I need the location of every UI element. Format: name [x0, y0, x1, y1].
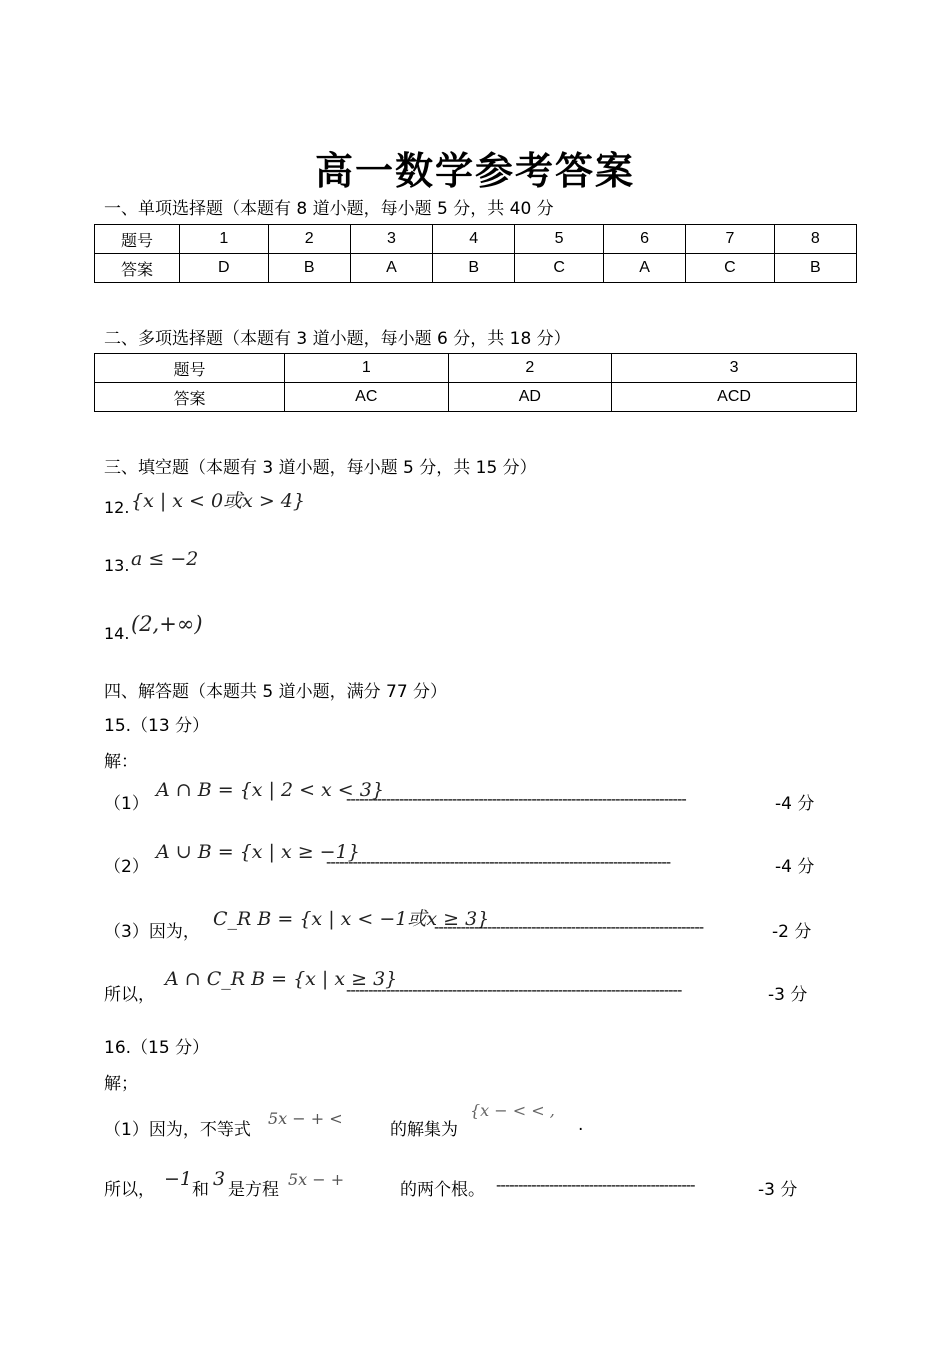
table-cell: 2: [268, 225, 350, 254]
table-cell: B: [774, 254, 856, 283]
section3-heading: 三、填空题（本题有 3 道小题，每小题 5 分，共 15 分）: [104, 458, 537, 478]
score-leader: -------------------------------------------------------------: [434, 918, 704, 936]
section2-heading: 二、多项选择题（本题有 3 道小题，每小题 6 分，共 18 分）: [104, 329, 571, 349]
score: -2 分: [772, 922, 812, 942]
table-row: [95, 225, 857, 254]
table-row: [95, 354, 857, 383]
score: -3 分: [758, 1180, 798, 1200]
table-cell: 4: [433, 225, 515, 254]
solution-label: 解；: [104, 1074, 138, 1094]
part-label: （3）因为，: [104, 922, 200, 942]
table-cell: 1: [180, 225, 269, 254]
part-label: 所以，: [104, 985, 155, 1005]
table-cell: D: [180, 254, 269, 283]
table-cell: B: [268, 254, 350, 283]
part-label: （1）: [104, 794, 149, 814]
table-cell: A: [350, 254, 432, 283]
answer-expression: A ∩ B = {x | 2 < x < 3}: [156, 779, 384, 801]
text-fragment: .: [578, 1115, 584, 1135]
text-fragment: 和: [192, 1180, 209, 1200]
table-cell: AD: [448, 383, 612, 412]
partial-expression: 5x − + <: [268, 1109, 343, 1128]
math-value: −1: [164, 1168, 193, 1190]
table-cell: 3: [612, 354, 857, 383]
table-cell: 5: [515, 225, 604, 254]
q15-header: 15.（13 分）: [104, 716, 210, 736]
item-number: 12.: [104, 498, 130, 517]
table-cell: 2: [448, 354, 612, 383]
table-cell: 7: [686, 225, 775, 254]
score-leader: ----------------------------------------------------------------------------: [346, 981, 682, 999]
partial-expression: 5x − +: [288, 1170, 345, 1189]
answer-expression: (2,+∞): [131, 612, 203, 636]
multi-choice-table: [94, 353, 857, 412]
item-number: 13.: [104, 556, 130, 575]
score: -4 分: [775, 857, 815, 877]
text-fragment: 的解集为: [390, 1120, 458, 1140]
table-cell: C: [515, 254, 604, 283]
answer-expression: {x | x < 0或x > 4}: [131, 490, 305, 512]
table-cell: 8: [774, 225, 856, 254]
table-cell: ACD: [612, 383, 857, 412]
solution-label: 解：: [104, 752, 138, 772]
table-cell: C: [686, 254, 775, 283]
score: -3 分: [768, 985, 808, 1005]
row-header-a: 答案: [95, 383, 285, 412]
page-title: 高一数学参考答案: [314, 148, 635, 193]
item-number: 14.: [104, 624, 130, 643]
table-cell: B: [433, 254, 515, 283]
answer-expression: C_R B = {x | x < −1或x ≥ 3}: [213, 908, 490, 930]
score: -4 分: [775, 794, 815, 814]
score-leader: ---------------------------------------------: [496, 1176, 695, 1194]
section4-heading: 四、解答题（本题共 5 道小题，满分 77 分）: [104, 682, 448, 702]
math-value: 3: [213, 1168, 226, 1190]
table-cell: 3: [350, 225, 432, 254]
table-cell: 1: [285, 354, 449, 383]
single-choice-table: [94, 224, 857, 283]
score-leader: ------------------------------------------------------------------------------: [326, 853, 671, 871]
row-header-q: 题号: [95, 225, 180, 254]
partial-expression: {x − < < ,: [470, 1101, 555, 1120]
table-row: [95, 254, 857, 283]
part-label: （1）因为，不等式: [104, 1120, 251, 1140]
part-label: 所以，: [104, 1180, 155, 1200]
score-leader: -----------------------------------------------------------------------------: [346, 790, 686, 808]
table-cell: A: [603, 254, 685, 283]
q16-header: 16.（15 分）: [104, 1038, 210, 1058]
text-fragment: 的两个根。: [400, 1180, 485, 1200]
table-row: [95, 383, 857, 412]
row-header-q: 题号: [95, 354, 285, 383]
answer-expression: A ∪ B = {x | x ≥ −1}: [156, 841, 360, 863]
text-fragment: 是方程: [228, 1180, 279, 1200]
table-cell: AC: [285, 383, 449, 412]
answer-expression: a ≤ −2: [131, 548, 199, 570]
part-label: （2）: [104, 857, 149, 877]
answer-expression: A ∩ C_R B = {x | x ≥ 3}: [165, 968, 398, 990]
section1-heading: 一、单项选择题（本题有 8 道小题，每小题 5 分，共 40 分: [104, 199, 554, 219]
table-cell: 6: [603, 225, 685, 254]
row-header-a: 答案: [95, 254, 180, 283]
